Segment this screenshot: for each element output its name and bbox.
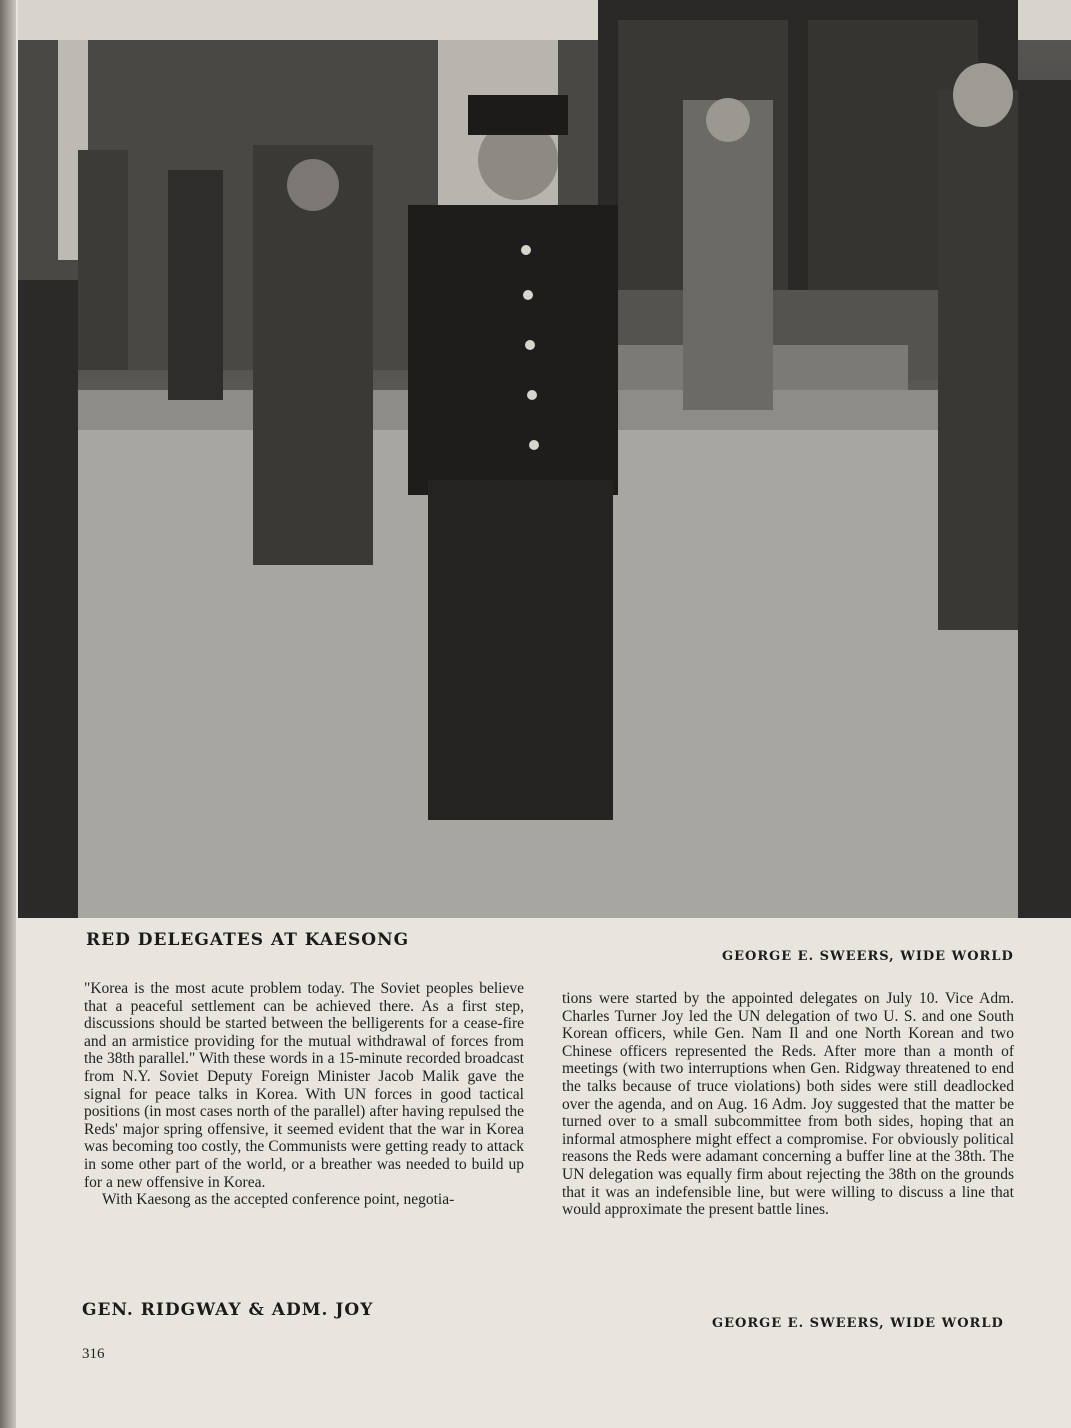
article-paragraph: "Korea is the most acute problem today. The Soviet peoples believe that a peaceful settlement can be achieved there. As a first step, discussions should be started between the belligerents for a cease-fire and an armistice providing for the mutual withdrawal of forces from the 38th parallel." With these words in a 15-minute recorded broadcast from N.Y. Soviet Deputy Foreign Minister Jacob Malik gave the signal for peace talks in Korea. With UN forces in good tactical positions (in most cases north of the parallel) after having repulsed the Reds' major spring offensive, it seemed evident that the war in Korea was becoming too costly, the Communists were getting ready to attack in some other part of the world, or a breather was needed to build up for a new offensive in Korea.: [84, 980, 524, 1191]
photo-credit-bottom: GEORGE E. SWEERS, WIDE WORLD: [712, 1316, 1004, 1331]
article-column-left: [84, 980, 524, 1209]
photograph-red-delegates: [18, 0, 1071, 918]
magazine-page: [16, 0, 1071, 1428]
photograph-icon: [18, 0, 1071, 918]
page-number: 316: [82, 1346, 105, 1362]
article-paragraph: tions were started by the appointed delegates on July 10. Vice Adm. Charles Turner Joy led the UN delegation of two U. S. and one South Korean officers, while Gen. Nam Il and one North Korean and two Chinese officers represented the Reds. After more than a month of meetings (with two interruptions when Gen. Ridgway threatened to end the talks because of truce violations) both sides were still deadlocked over the agenda, and on Aug. 16 Adm. Joy suggested that the matter be turned over to a small subcommittee from both sides, hoping that an informal atmosphere might effect a compromise. For obviously political reasons the Reds were adamant concerning a buffer line at the 38th. The UN delegation was equally firm about rejecting the 38th on the grounds that it was an indefensible line, but were willing to discuss a line that would approximate the present battle lines.: [562, 990, 1014, 1219]
book-spine-shadow: [0, 0, 16, 1428]
article-column-right: [562, 990, 1014, 1219]
photo-credit-top: GEORGE E. SWEERS, WIDE WORLD: [722, 949, 1014, 964]
caption-headline-top: RED DELEGATES AT KAESONG: [86, 930, 410, 950]
article-paragraph: With Kaesong as the accepted conference point, negotia-: [102, 1191, 455, 1209]
caption-headline-bottom: GEN. RIDGWAY & ADM. JOY: [82, 1300, 374, 1320]
